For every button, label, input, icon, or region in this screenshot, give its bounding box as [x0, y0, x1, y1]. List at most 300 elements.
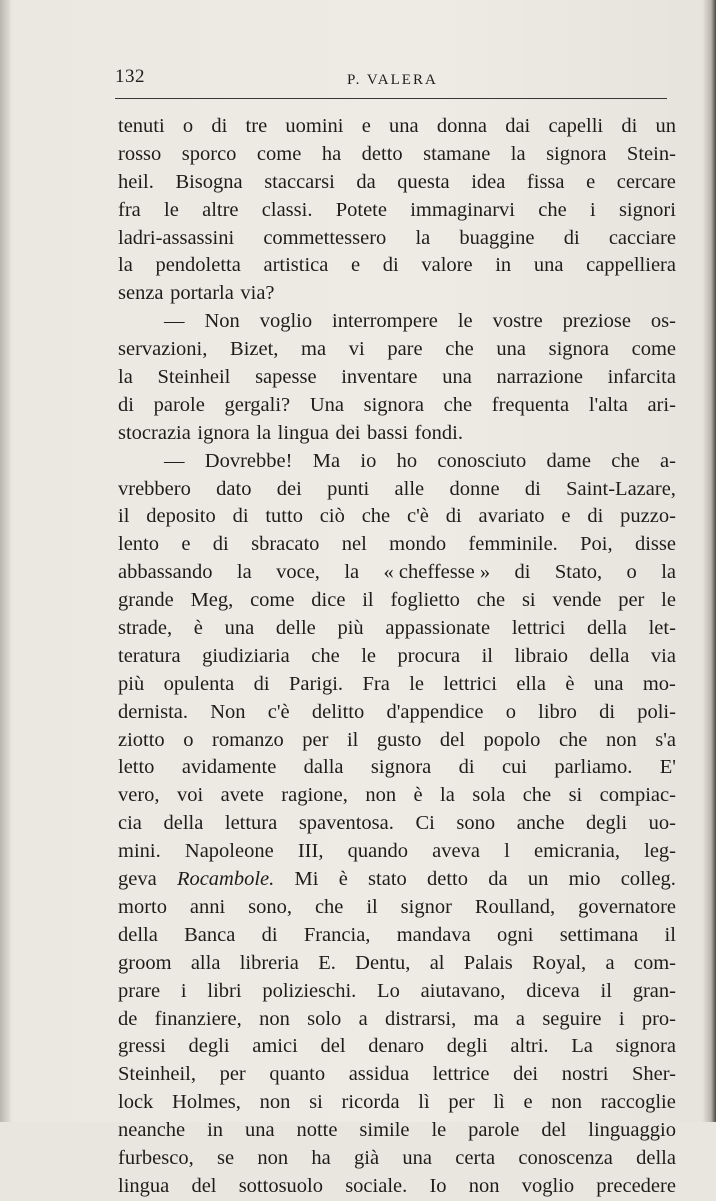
text-word: mo- — [642, 672, 676, 695]
text-word: la — [236, 561, 252, 584]
text-word: una — [593, 672, 624, 695]
text-word: prare — [118, 979, 161, 1002]
text-word: governatore — [578, 895, 676, 918]
text-word: Steinheil, — [118, 1063, 197, 1086]
text-word: parliamo. — [554, 756, 633, 779]
text-word: sociale. — [345, 1174, 408, 1197]
text-word: colleg. — [620, 868, 676, 891]
text-word: di — [212, 533, 229, 556]
text-word: una — [244, 1119, 275, 1142]
text-word: raccoglie — [600, 1091, 676, 1114]
text-word: vende — [552, 589, 602, 612]
text-word: Bisogna — [175, 170, 243, 193]
text-line — [118, 308, 676, 336]
text-word: denaro — [368, 1035, 425, 1058]
text-word: a- — [660, 449, 676, 472]
text-line — [118, 587, 676, 615]
text-word: via — [650, 644, 676, 667]
text-line — [118, 420, 676, 448]
text-line — [118, 866, 676, 894]
running-head: P. VALERA — [347, 72, 438, 88]
text-word: dei — [513, 1063, 539, 1086]
text-word: ari- — [647, 393, 676, 416]
text-word: signor — [400, 895, 452, 918]
text-word: tenuti — [118, 115, 165, 137]
text-word: de — [118, 1007, 138, 1030]
text-word: — — [164, 449, 185, 472]
text-word: pendoletta — [155, 254, 241, 277]
text-word: il — [481, 644, 494, 667]
text-word: un — [527, 868, 549, 891]
text-word: le — [457, 310, 473, 333]
text-word: poli- — [637, 700, 676, 723]
text-word: seguire — [542, 1007, 602, 1030]
text-word: delle — [275, 617, 316, 640]
text-word: puzzo- — [620, 505, 676, 528]
text-word: di — [261, 923, 278, 946]
text-word: dame — [546, 449, 591, 472]
text-word: Rocambole. — [176, 868, 275, 891]
text-word: opulenta — [163, 672, 235, 695]
text-word: signora — [363, 393, 424, 416]
text-line — [118, 559, 676, 587]
text-word: amici — [252, 1035, 298, 1058]
text-word: anni — [189, 895, 226, 918]
text-word: nel — [341, 533, 367, 556]
text-word: che — [522, 784, 552, 807]
text-word: mini. — [118, 840, 161, 863]
page-number: 132 — [115, 66, 145, 87]
text-word: una — [442, 366, 472, 389]
text-word: pare — [387, 338, 423, 361]
text-word: la — [661, 561, 676, 584]
text-word: la — [510, 142, 526, 165]
text-word: dernista. — [118, 700, 189, 723]
text-word: anche — [516, 812, 565, 835]
text-word: romanzo — [212, 728, 284, 751]
text-word: Una — [309, 393, 344, 416]
text-word: signora — [370, 756, 432, 779]
text-word: o — [182, 115, 194, 137]
text-word: gusto — [376, 728, 422, 751]
text-word: sola — [472, 784, 506, 807]
text-word: preziose — [562, 310, 631, 333]
text-word: linguaggio — [588, 1119, 676, 1142]
text-word: i — [618, 1007, 625, 1030]
text-line — [118, 169, 676, 197]
text-word: come — [250, 589, 295, 612]
text-word: Sher- — [631, 1063, 676, 1086]
text-word: classi. — [261, 198, 313, 221]
text-word: Ci — [415, 812, 435, 835]
text-line — [118, 810, 676, 838]
text-word: non — [551, 1091, 583, 1114]
text-word: dei — [335, 421, 361, 444]
text-line — [118, 1089, 676, 1117]
text-word: punti — [327, 477, 370, 500]
text-word: dai — [505, 115, 531, 137]
text-line — [118, 1145, 676, 1173]
text-word: Banca — [184, 923, 236, 946]
text-word: da — [356, 170, 376, 193]
text-word: il — [118, 505, 130, 528]
text-word: Non — [204, 310, 240, 333]
text-word: di — [382, 254, 399, 277]
text-word: vero, — [118, 784, 160, 807]
text-word: Roulland, — [474, 895, 556, 918]
text-word: tutto — [265, 505, 303, 528]
text-word: che — [538, 198, 567, 221]
text-word: mio — [568, 868, 601, 891]
text-line — [118, 671, 676, 699]
text-word: immaginarvi — [410, 198, 515, 221]
text-word: di — [587, 505, 604, 528]
text-word: — — [164, 310, 185, 333]
text-word: come — [631, 338, 676, 361]
text-word: ciò — [319, 505, 345, 528]
text-word: popolo — [483, 728, 541, 751]
text-word: di — [514, 561, 531, 584]
page-left-shadow — [0, 0, 10, 1122]
text-line — [118, 1061, 676, 1089]
text-word: com- — [633, 951, 676, 974]
text-word: Francia, — [303, 923, 371, 946]
text-line — [118, 643, 676, 671]
text-word: di — [524, 477, 541, 500]
text-word: più — [118, 672, 145, 695]
text-word: libro — [538, 700, 577, 723]
text-word: di — [563, 226, 580, 249]
text-word: Stato, — [554, 561, 603, 584]
text-word: lento — [118, 533, 159, 556]
text-word: mondo — [389, 533, 447, 556]
text-word: sono — [456, 812, 496, 835]
text-line — [118, 838, 676, 866]
text-word: sporco — [181, 142, 237, 165]
text-line — [118, 364, 676, 392]
text-line — [118, 280, 676, 308]
text-word: e — [351, 254, 361, 277]
text-word: lingua — [277, 421, 329, 444]
text-word: voglio — [259, 310, 313, 333]
text-word: la — [256, 421, 272, 444]
text-word: narrazione — [496, 366, 583, 389]
text-word: le — [431, 1119, 447, 1142]
text-word: questa — [397, 170, 450, 193]
text-word: un — [655, 115, 676, 137]
text-word: della — [587, 617, 627, 640]
text-word: dei — [276, 477, 302, 500]
text-word: le — [164, 198, 179, 221]
text-word: della — [118, 923, 158, 946]
text-word: ha — [311, 1146, 331, 1169]
text-word: di — [232, 505, 249, 528]
text-word: di — [253, 672, 270, 695]
text-word: voglio — [521, 1174, 575, 1197]
text-word: altre — [202, 198, 239, 221]
text-word: che — [611, 449, 640, 472]
text-word: Dentu, — [355, 951, 411, 974]
text-word: degli — [586, 812, 628, 835]
text-word: avidamente — [181, 756, 277, 779]
text-word: c'è — [406, 505, 429, 528]
text-word: vostre — [492, 310, 543, 333]
text-word: come — [256, 142, 302, 165]
text-word: letto — [118, 756, 155, 779]
text-word: Io — [429, 1174, 447, 1197]
page-header — [115, 66, 667, 99]
text-word: ogni — [496, 923, 534, 946]
text-word: uo- — [648, 812, 676, 835]
text-word: avariato — [478, 505, 545, 528]
text-word: tre — [245, 115, 268, 137]
text-word: o — [626, 561, 637, 584]
text-word: fra — [118, 198, 141, 221]
text-word: abbassando — [118, 561, 213, 584]
text-word: una — [496, 338, 526, 361]
text-word: simile — [359, 1119, 410, 1142]
text-word: let- — [648, 617, 676, 640]
text-word: gressi — [118, 1035, 166, 1058]
text-word: conosciuto — [437, 449, 527, 472]
text-word: si — [568, 784, 583, 807]
text-word: Napoleone — [184, 840, 274, 863]
text-word: La — [571, 1035, 593, 1058]
text-word: è — [193, 617, 203, 640]
page-right-edge — [702, 0, 716, 1122]
text-line — [118, 392, 676, 420]
text-word: si — [521, 589, 536, 612]
text-word: l'alta — [588, 393, 628, 416]
text-line — [118, 252, 676, 280]
text-word: pro- — [641, 1007, 676, 1030]
text-word: foglietto — [390, 589, 460, 612]
text-line — [118, 336, 676, 364]
text-word: voce, — [276, 561, 320, 584]
text-word: degli — [188, 1035, 230, 1058]
text-word: è — [413, 784, 423, 807]
text-word: i — [589, 198, 596, 221]
text-word: io — [360, 449, 377, 472]
text-word: ma — [301, 338, 327, 361]
text-word: non — [468, 1174, 500, 1197]
text-word: fondi. — [414, 421, 463, 444]
text-word: Meg, — [190, 589, 234, 612]
text-word: appassionate — [385, 617, 491, 640]
text-word: ella — [516, 672, 546, 695]
text-word: è — [565, 672, 575, 695]
text-word: il — [346, 728, 359, 751]
text-word: Dovrebbe! — [204, 449, 293, 472]
text-word: del — [320, 1035, 346, 1058]
text-word: « cheffesse » — [383, 561, 491, 584]
text-word: che — [314, 895, 344, 918]
text-word: aiutavano, — [420, 979, 506, 1002]
text-word: stamane — [423, 142, 491, 165]
text-word: libreria — [239, 951, 299, 974]
text-line — [118, 922, 676, 950]
text-word: degli — [446, 1035, 488, 1058]
text-word: avete — [220, 784, 264, 807]
text-line — [118, 1117, 676, 1145]
text-word: groom — [118, 951, 172, 974]
text-word: mandava — [396, 923, 471, 946]
text-word: gergali? — [224, 393, 291, 416]
text-word: il — [664, 923, 676, 946]
text-word: fissa — [526, 170, 565, 193]
text-word: procura — [397, 644, 461, 667]
text-word: precedere — [596, 1174, 676, 1197]
text-word: Holmes, — [172, 1091, 241, 1114]
body-text — [118, 113, 676, 1201]
text-word: Saint-Lazare, — [566, 477, 676, 500]
text-word: senza — [118, 282, 164, 305]
text-word: di — [621, 115, 638, 137]
text-word: una — [533, 254, 564, 277]
text-word: a — [515, 1007, 525, 1030]
text-word: inventare — [341, 366, 418, 389]
text-word: dice — [311, 589, 346, 612]
text-word: per — [219, 1063, 246, 1086]
text-word: teratura — [118, 644, 181, 667]
text-line — [118, 141, 676, 169]
text-word: e — [523, 1091, 533, 1114]
text-line — [118, 531, 676, 559]
text-word: da — [488, 868, 508, 891]
text-word: lì — [418, 1091, 430, 1114]
text-word: settimana — [559, 923, 639, 946]
text-word: os- — [650, 310, 676, 333]
text-word: del — [191, 1174, 217, 1197]
text-word: per — [618, 589, 645, 612]
text-word: Steinheil — [157, 366, 231, 389]
text-word: detto — [427, 868, 468, 891]
text-word: si — [309, 1091, 323, 1114]
text-word: distrarsi, — [385, 1007, 457, 1030]
text-word: non — [259, 1007, 290, 1030]
text-word: non — [605, 728, 637, 751]
text-word: ladri-assassini — [118, 226, 235, 249]
text-word: servazioni, — [118, 338, 208, 361]
text-line — [118, 727, 676, 755]
text-word: via? — [240, 282, 275, 305]
text-word: la — [118, 366, 133, 389]
text-word: assidua — [348, 1063, 410, 1086]
text-word: conoscenza — [518, 1146, 613, 1169]
text-word: capelli — [548, 115, 604, 137]
text-word: diceva — [526, 979, 580, 1002]
text-word: idea — [471, 170, 506, 193]
text-word: lettrici — [511, 617, 566, 640]
text-word: donne — [449, 477, 500, 500]
text-word: signora — [615, 1035, 676, 1058]
text-word: sottosuolo — [238, 1174, 323, 1197]
text-word: di — [458, 756, 475, 779]
text-word: ragione, — [281, 784, 348, 807]
text-word: e — [181, 533, 191, 556]
text-word: non — [365, 784, 397, 807]
text-word: di — [445, 505, 462, 528]
text-word: o — [183, 728, 194, 751]
text-word: deposito — [146, 505, 216, 528]
text-word: quando — [347, 840, 408, 863]
text-word: per — [302, 728, 329, 751]
text-line — [118, 503, 676, 531]
text-word: compiac- — [599, 784, 676, 807]
text-word: lì — [493, 1091, 505, 1114]
text-word: una — [402, 1146, 432, 1169]
text-word: libraio — [514, 644, 569, 667]
text-word: aveva — [432, 840, 480, 863]
text-word: furbesco, — [118, 1146, 194, 1169]
text-line — [118, 1006, 676, 1034]
text-word: notte — [296, 1119, 338, 1142]
text-word: lingua — [118, 1174, 170, 1197]
text-word: artistica — [263, 254, 329, 277]
text-line — [118, 782, 676, 810]
text-word: Bizet, — [230, 338, 279, 361]
text-word: il — [600, 979, 612, 1002]
text-word: ricorda — [341, 1091, 400, 1114]
text-word: di — [118, 393, 134, 416]
text-word: cappelliera — [586, 254, 676, 277]
text-word: signori — [618, 198, 676, 221]
text-word: cercare — [616, 170, 676, 193]
text-line — [118, 1033, 676, 1061]
text-word: la — [118, 254, 133, 277]
text-word: non — [257, 1146, 289, 1169]
text-word: emicrania, — [534, 840, 620, 863]
text-word: buaggine — [459, 226, 535, 249]
text-word: a — [605, 951, 615, 974]
text-word: più — [337, 617, 364, 640]
text-line — [118, 950, 676, 978]
text-word: non — [259, 1091, 291, 1114]
text-word: le — [409, 672, 424, 695]
text-word: sbracato — [251, 533, 320, 556]
text-word: spaventosa. — [298, 812, 394, 835]
text-word: della — [636, 1146, 676, 1169]
text-word: ma — [473, 1007, 499, 1030]
text-word: rosso — [118, 142, 162, 165]
text-word: lettrice — [432, 1063, 490, 1086]
text-word: signora — [546, 142, 607, 165]
text-word: le — [661, 589, 676, 612]
text-line — [118, 978, 676, 1006]
text-word: se — [217, 1146, 235, 1169]
text-word: certa — [455, 1146, 496, 1169]
text-word: interrompere — [332, 310, 438, 333]
text-word: heil. — [118, 170, 154, 193]
text-word: e — [361, 115, 371, 137]
text-word: signora — [548, 338, 609, 361]
text-word: in — [495, 254, 512, 277]
text-word: la — [415, 226, 431, 249]
text-word: valore — [421, 254, 473, 277]
text-word: grande — [118, 589, 174, 612]
text-word: Fra — [362, 672, 390, 695]
text-word: a — [358, 1007, 368, 1030]
text-word: alle — [394, 477, 425, 500]
text-word: vrebbero — [118, 477, 191, 500]
text-word: leg- — [644, 840, 676, 863]
text-word: alla — [190, 951, 221, 974]
text-word: ho — [396, 449, 418, 472]
text-word: Potete — [335, 198, 387, 221]
text-word: nostri — [561, 1063, 609, 1086]
text-word: polizieschi. — [262, 979, 357, 1002]
text-word: la — [344, 561, 360, 584]
